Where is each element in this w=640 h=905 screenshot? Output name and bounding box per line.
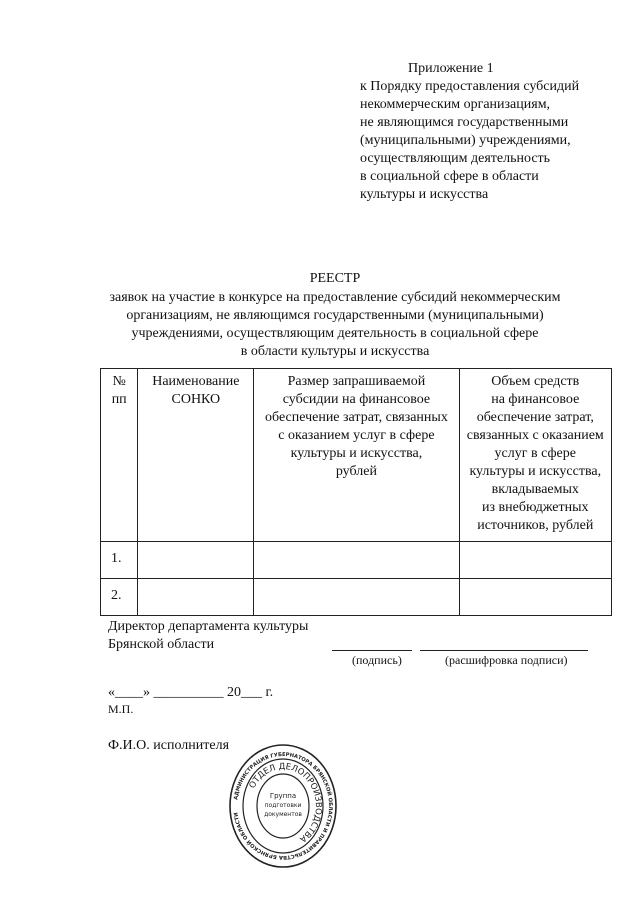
- row-number: 2.: [101, 579, 138, 616]
- document-title: РЕЕСТР: [309, 271, 361, 286]
- office-stamp: [228, 742, 338, 870]
- appendix-line: культуры и искусства: [360, 187, 489, 202]
- row-cell: [254, 542, 459, 579]
- appendix-block: [360, 60, 620, 204]
- appendix-line: некоммерческим организациям,: [360, 97, 551, 112]
- header-subsidy-amount: Размер запрашиваемой субсидии на финансовое обеспечение затрат, связанных с оказанием услуг в сфере культуры и искусства, рублей: [254, 369, 459, 542]
- table-row: [101, 542, 612, 579]
- signatory-region: Брянской области: [108, 637, 215, 652]
- signature-decode-line: [420, 650, 588, 651]
- signature-caption: (подпись): [352, 653, 402, 667]
- stamp-center-line: подготовки: [264, 802, 302, 809]
- signatory-block: [108, 618, 308, 654]
- signature-decode-caption: (расшифровка подписи): [445, 653, 568, 667]
- date-line: «____» __________ 20___ г.: [108, 685, 274, 700]
- header-extrabudget-amount: Объем средств на финансовое обеспечение затрат, связанных с оказанием услуг в сфере культуры и искусства, вкладываемых из внебюджетных источников, рублей: [459, 369, 611, 542]
- signatory-title: Директор департамента культуры: [108, 619, 309, 634]
- document-title-block: [70, 270, 600, 361]
- header-number: № пп: [101, 369, 138, 542]
- registry-table: [100, 368, 612, 616]
- appendix-line: (муниципальными) учреждениями,: [360, 133, 571, 148]
- signature-line: [332, 650, 412, 651]
- table-header-row: [101, 369, 612, 542]
- row-number: 1.: [101, 542, 138, 579]
- title-line: заявок на участие в конкурсе на предоставление субсидий некоммерческим: [109, 290, 561, 305]
- row-cell: [254, 579, 459, 616]
- table-row: [101, 579, 612, 616]
- row-cell: [138, 542, 254, 579]
- title-line: учреждениями, осуществляющим деятельность в социальной сфере: [131, 326, 539, 341]
- appendix-line: в социальной сфере в области: [360, 169, 539, 184]
- header-name: Наименование СОНКО: [138, 369, 254, 542]
- stamp-department-text: ОТДЕЛ ДЕЛОПРОИЗВОДСТВА: [247, 761, 324, 844]
- appendix-line: к Порядку предоставления субсидий: [360, 79, 580, 94]
- appendix-line: осуществляющим деятельность: [360, 151, 551, 166]
- appendix-line: не являющимся государственными: [360, 115, 569, 130]
- executor-label: Ф.И.О. исполнителя: [108, 738, 230, 753]
- title-line: в области культуры и искусства: [240, 344, 430, 359]
- stamp-center-line: Группа: [269, 792, 297, 800]
- stamp-ring-text: АДМИНИСТРАЦИЯ ГУБЕРНАТОРА БРЯНСКОЙ ОБЛАСТИ И ПРАВИТЕЛЬСТВА БРЯНСКОЙ ОБЛАСТИ: [233, 751, 334, 861]
- stamp-center-line: документов: [264, 811, 302, 818]
- title-line: организациям, не являющимся государственными (муниципальными): [126, 308, 544, 323]
- row-cell: [459, 579, 611, 616]
- row-cell: [138, 579, 254, 616]
- seal-place-label: М.П.: [108, 702, 134, 716]
- appendix-heading: Приложение 1: [408, 61, 494, 76]
- row-cell: [459, 542, 611, 579]
